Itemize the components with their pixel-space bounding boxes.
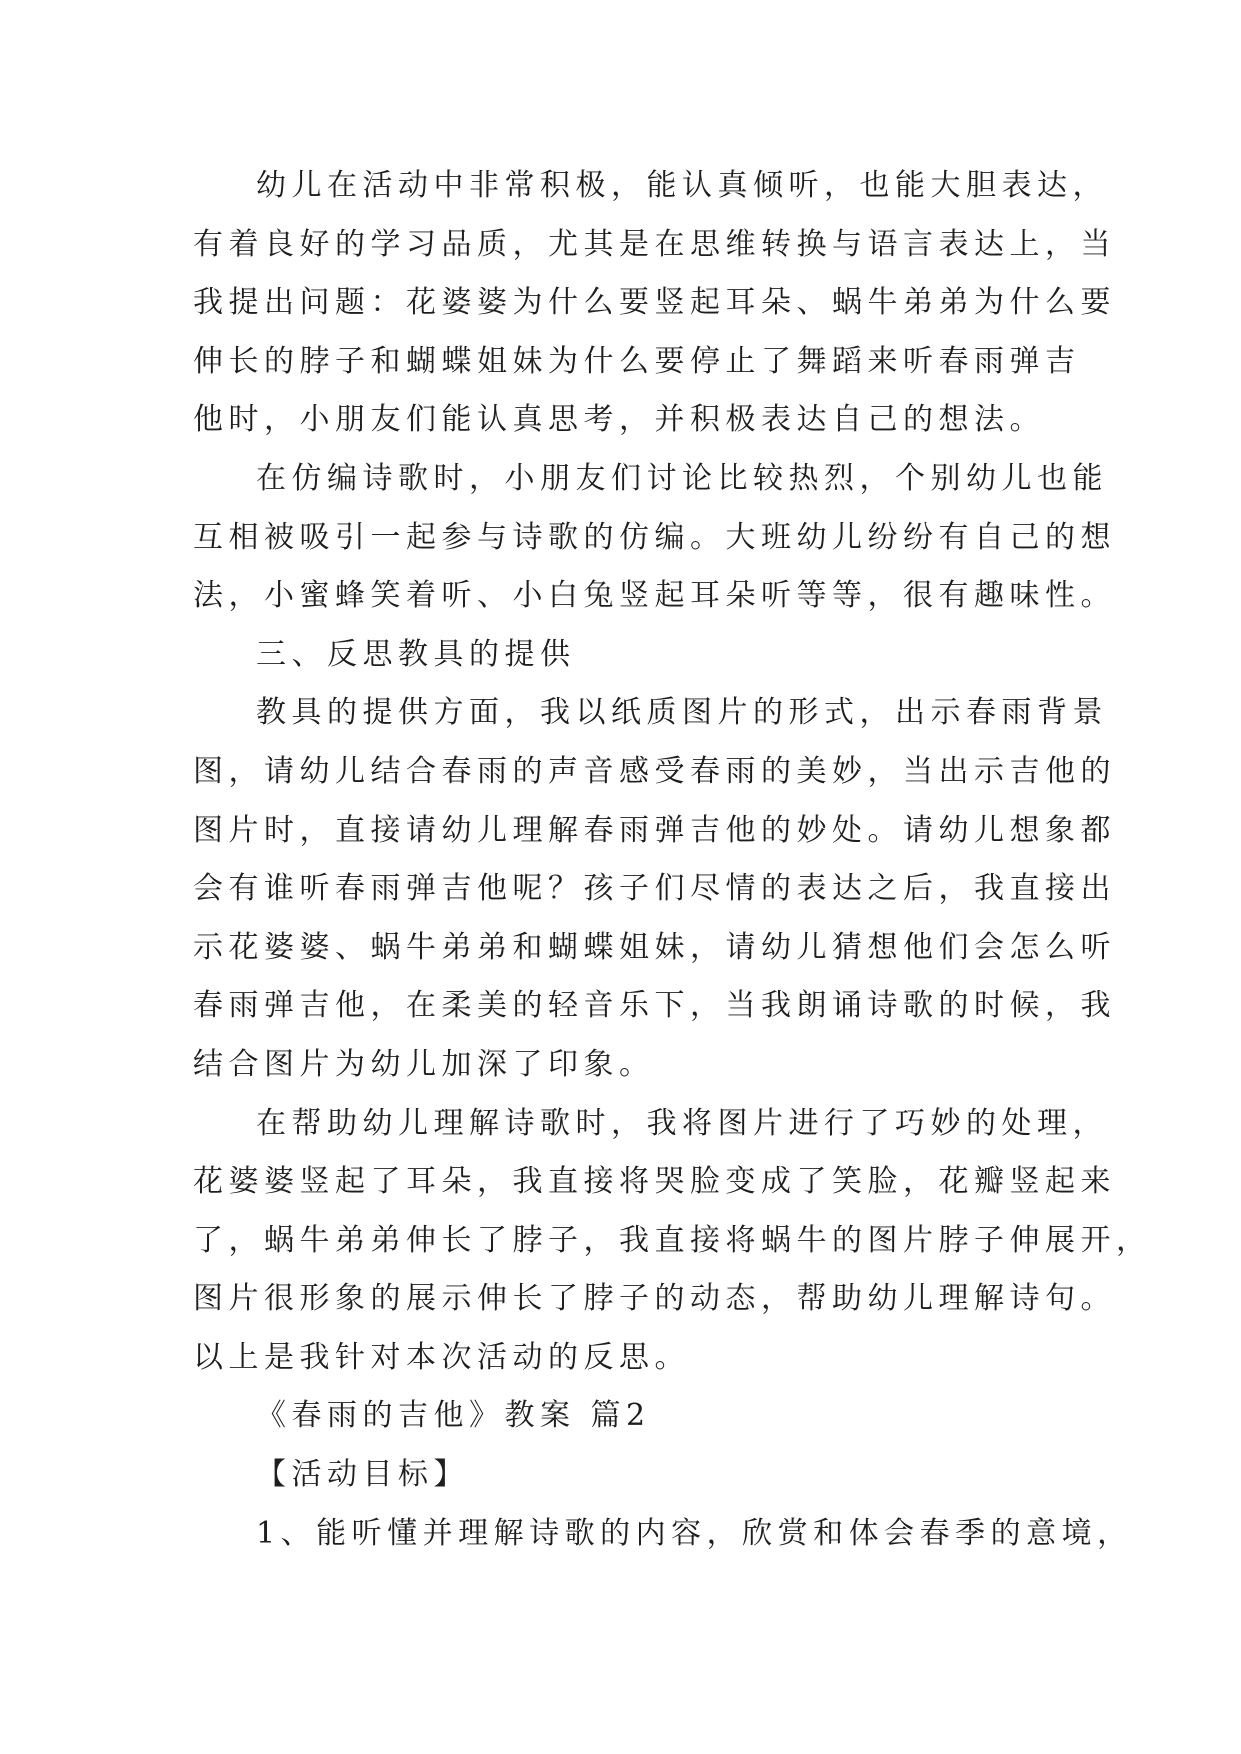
- text-line: 我提出问题：花婆婆为什么要竖起耳朵、蜗牛弟弟为什么要: [193, 285, 1116, 321]
- text-line: 伸长的脖子和蝴蝶姐妹为什么要停止了舞蹈来听春雨弹吉: [193, 343, 1081, 379]
- text-line: 1、能听懂并理解诗歌的内容，欣赏和体会春季的意境，: [256, 1515, 1133, 1551]
- text-line: 花婆婆竖起了耳朵，我直接将哭脸变成了笑脸，花瓣竖起来: [193, 1164, 1116, 1200]
- text-line: 图，请幼儿结合春雨的声音感受春雨的美妙，当出示吉他的: [193, 753, 1116, 789]
- text-line: 教具的提供方面，我以纸质图片的形式，出示春雨背景: [256, 695, 1108, 731]
- document-body: [193, 157, 1152, 1563]
- text-line: 有着良好的学习品质，尤其是在思维转换与语言表达上，当: [193, 226, 1116, 262]
- text-line: 示花婆婆、蜗牛弟弟和蝴蝶姐妹，请幼儿猜想他们会怎么听: [193, 929, 1116, 965]
- text-line: 春雨弹吉他，在柔美的轻音乐下，当我朗诵诗歌的时候，我: [193, 988, 1116, 1024]
- text-line: 【活动目标】: [256, 1457, 469, 1493]
- text-line: 会有谁听春雨弹吉他呢？孩子们尽情的表达之后，我直接出: [193, 871, 1116, 907]
- text-line: 幼儿在活动中非常积极，能认真倾听，也能大胆表达，: [256, 168, 1108, 203]
- text-line: 以上是我针对本次活动的反思。: [193, 1339, 690, 1375]
- text-line: 他时，小朋友们能认真思考，并积极表达自己的想法。: [193, 402, 1045, 438]
- text-line: 法，小蜜蜂笑着听、小白兔竖起耳朵听等等，很有趣味性。: [193, 578, 1116, 614]
- text-line: 了，蜗牛弟弟伸长了脖子，我直接将蜗牛的图片脖子伸展开，: [193, 1222, 1152, 1258]
- text-line: 图片时，直接请幼儿理解春雨弹吉他的妙处。请幼儿想象都: [193, 812, 1116, 848]
- text-line: 《春雨的吉他》教案 篇2: [256, 1398, 651, 1434]
- text-line: 互相被吸引一起参与诗歌的仿编。大班幼儿纷纷有自己的想: [193, 519, 1116, 555]
- text-line: 三、反思教具的提供: [256, 636, 576, 672]
- text-line: 在帮助幼儿理解诗歌时，我将图片进行了巧妙的处理，: [256, 1105, 1108, 1141]
- text-line: 结合图片为幼儿加深了印象。: [193, 1046, 655, 1082]
- text-line: 在仿编诗歌时，小朋友们讨论比较热烈，个别幼儿也能: [256, 460, 1108, 496]
- text-line: 图片很形象的展示伸长了脖子的动态，帮助幼儿理解诗句。: [193, 1281, 1116, 1317]
